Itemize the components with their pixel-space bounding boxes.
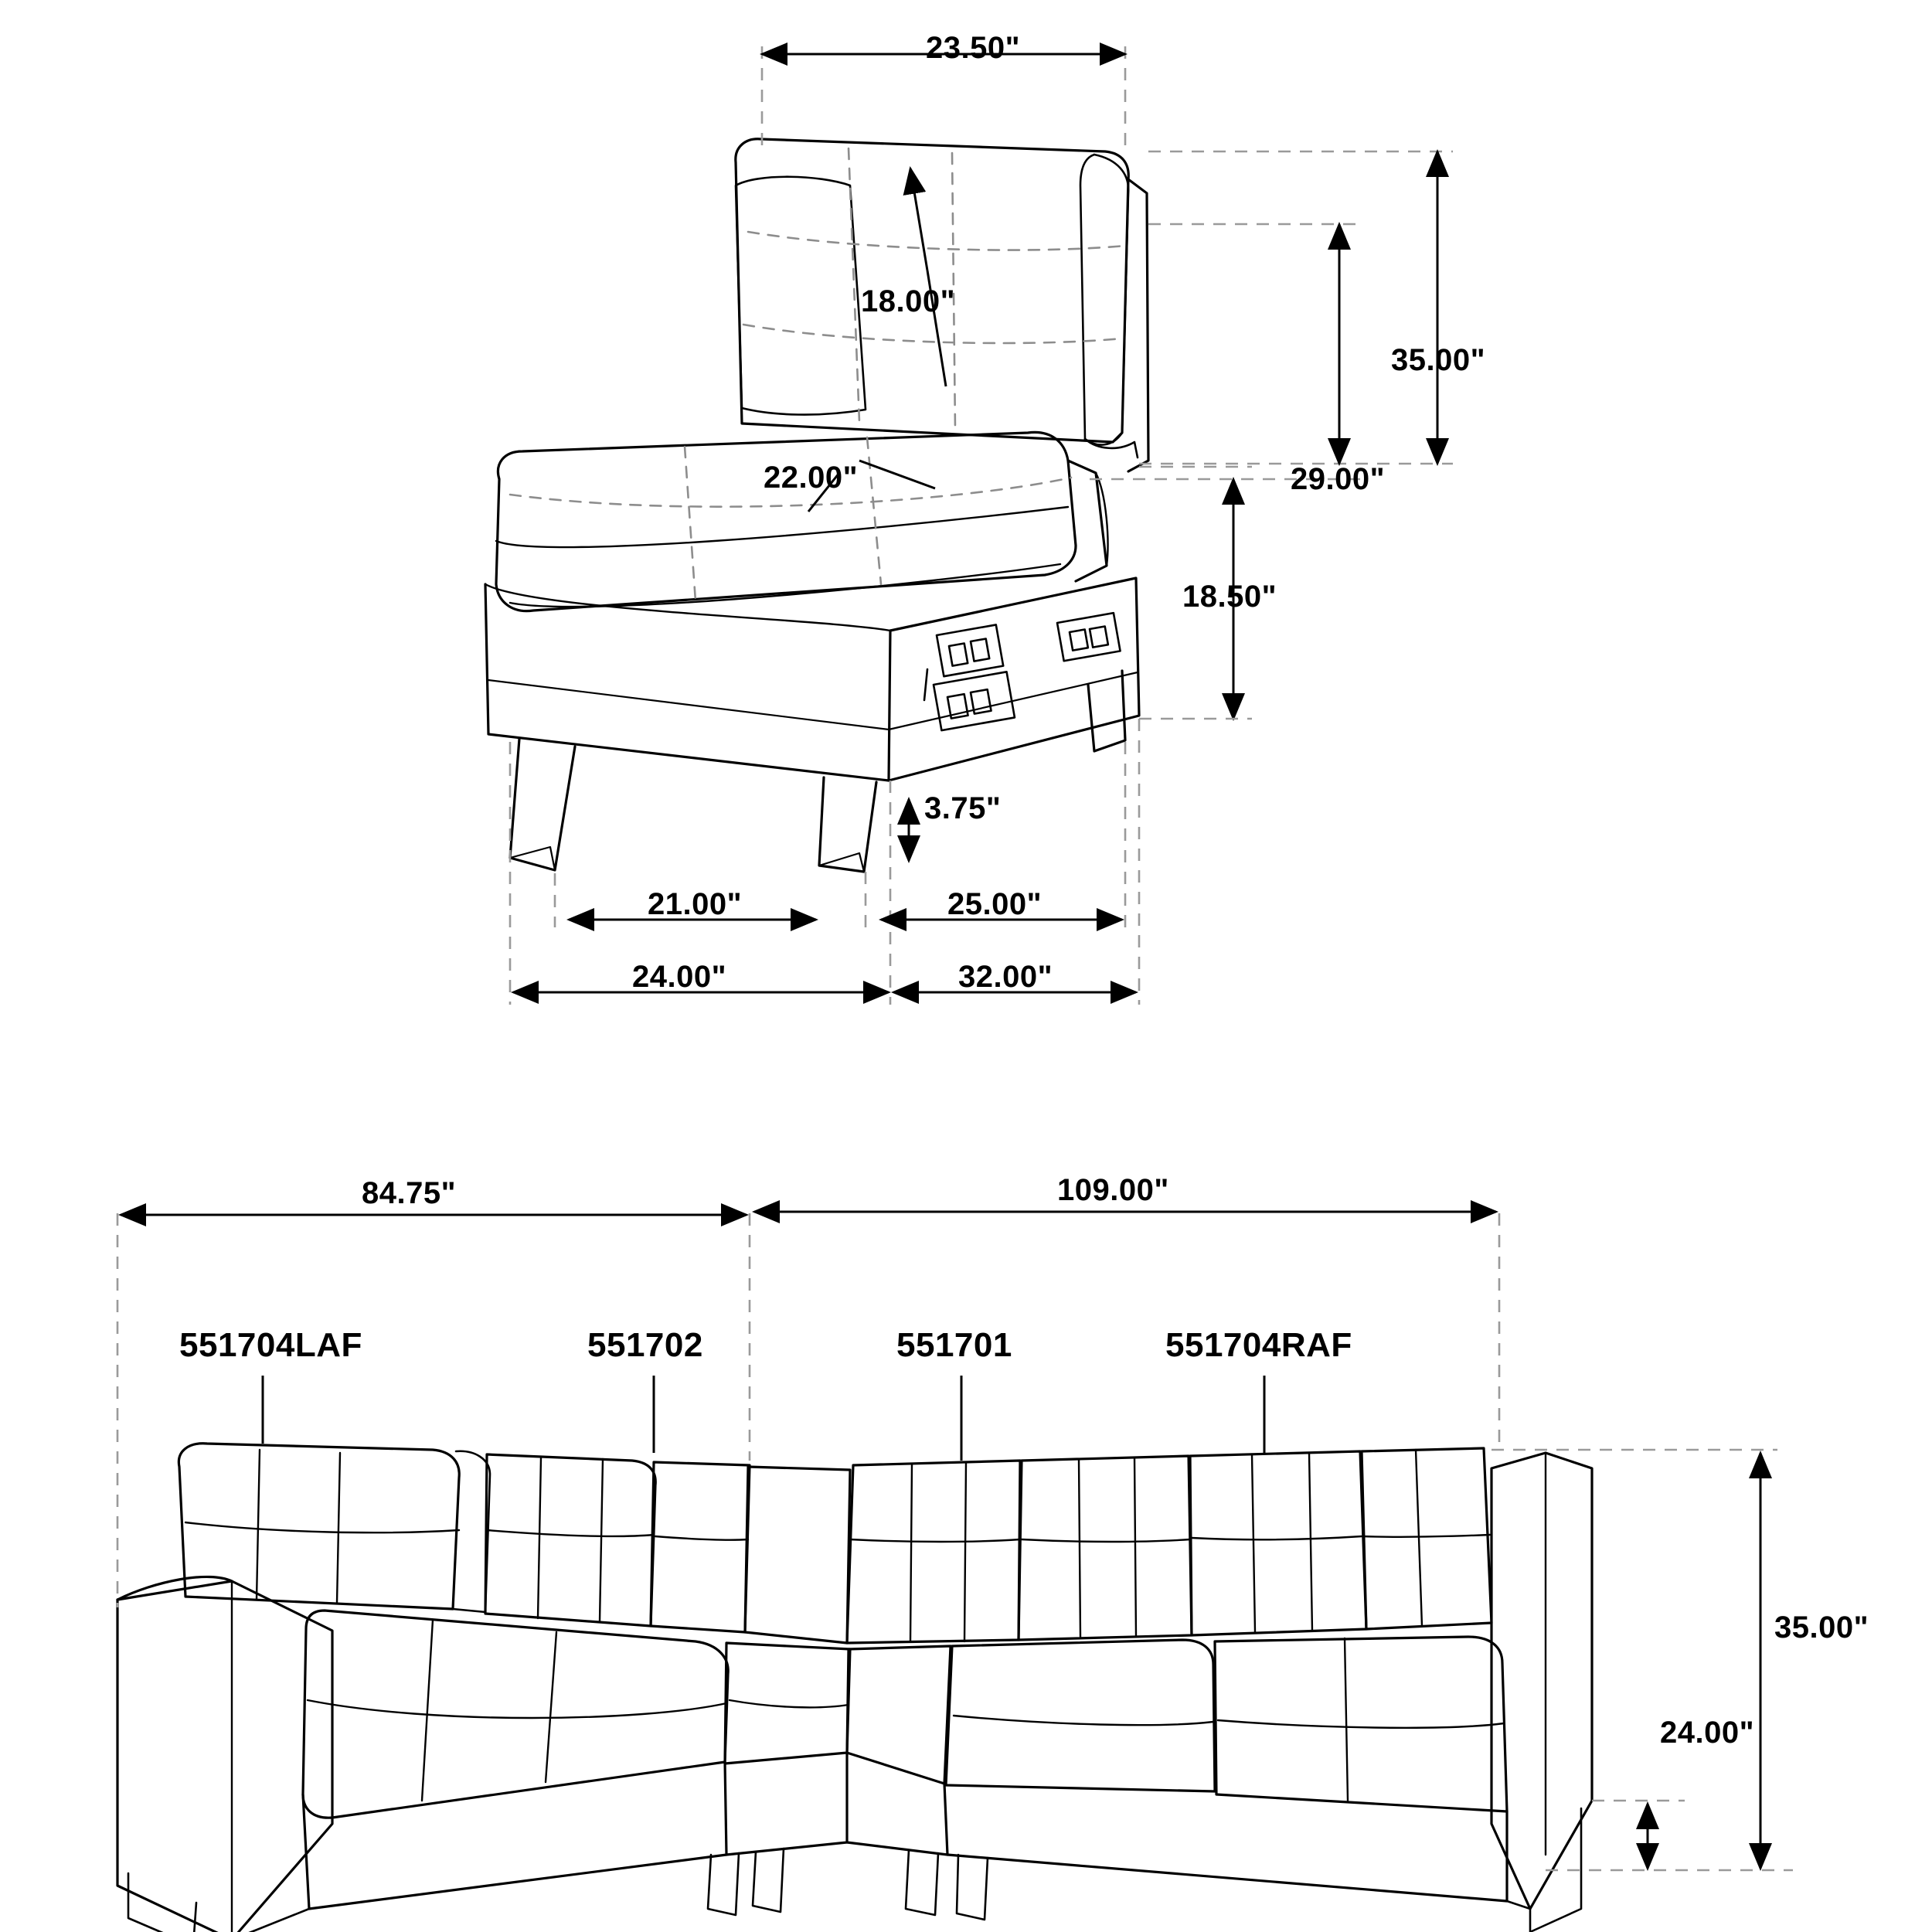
- part-label-551704RAF: 551704RAF: [1165, 1326, 1352, 1364]
- dim-overall-width: 24.00": [632, 960, 727, 994]
- sectional-illustration: [117, 1444, 1592, 1932]
- dim-leg-height: 3.75": [924, 791, 1002, 825]
- dim-overall-depth: 32.00": [958, 960, 1053, 994]
- dim-seat-width-front: 21.00": [648, 887, 743, 921]
- dim-back-cushion-height: 18.00": [861, 284, 956, 318]
- dim-right-span: 109.00": [1057, 1173, 1169, 1207]
- part-label-551702: 551702: [587, 1326, 703, 1364]
- dim-sectional-height: 35.00": [1774, 1611, 1869, 1645]
- dim-seat-back-width: 23.50": [926, 31, 1021, 65]
- dim-sectional-arm-height: 24.00": [1660, 1716, 1755, 1750]
- dim-seat-depth-side: 25.00": [947, 887, 1043, 921]
- chair-illustration: [485, 139, 1148, 872]
- dim-left-span: 84.75": [362, 1176, 457, 1210]
- dim-overall-height-chair: 35.00": [1391, 343, 1486, 377]
- dim-back-height: 29.00": [1291, 462, 1386, 496]
- dim-seat-depth: 22.00": [764, 461, 859, 495]
- top-view-dimension-lines: [510, 46, 1453, 1005]
- part-label-551704LAF: 551704LAF: [179, 1326, 362, 1364]
- part-label-551701: 551701: [896, 1326, 1012, 1364]
- dim-seat-height: 18.50": [1182, 580, 1277, 614]
